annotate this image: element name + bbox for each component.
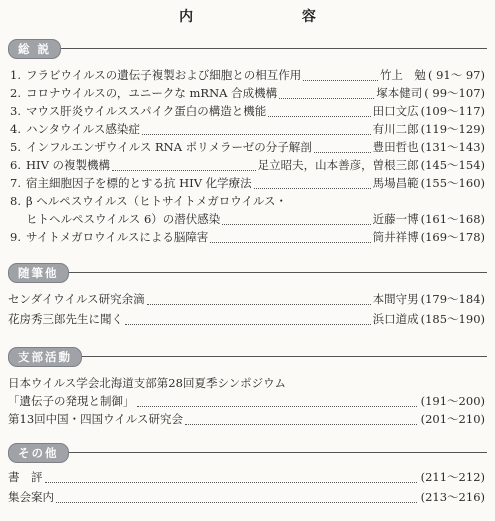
toc-entry[interactable] bbox=[8, 489, 485, 506]
entry-pages: (213〜216) bbox=[420, 490, 485, 504]
entry-pages: (145〜154) bbox=[420, 158, 485, 172]
entry-pages: (169〜178) bbox=[420, 230, 485, 244]
entry-pages: (179〜184) bbox=[420, 292, 485, 306]
entry-title: 「遺伝子の発現と制御」 bbox=[8, 394, 135, 408]
leader-dots bbox=[112, 161, 256, 171]
toc-entry[interactable] bbox=[10, 229, 485, 246]
entry-title: センダイウイルス研究余滴 bbox=[8, 292, 145, 306]
entry-number: 1. bbox=[10, 68, 21, 82]
entry-pages: (155〜160) bbox=[420, 176, 485, 190]
toc-entry[interactable] bbox=[10, 121, 485, 138]
entry-number: 2. bbox=[10, 86, 21, 100]
entry-author: 塚本健司 bbox=[376, 86, 423, 100]
entry-pages: ( 91〜 97) bbox=[427, 68, 485, 82]
entry-number: 5. bbox=[10, 140, 21, 154]
entry-author: 竹上 勉 bbox=[379, 68, 426, 82]
toc-entry[interactable] bbox=[10, 103, 485, 120]
entry-pages: (131〜143) bbox=[420, 140, 485, 154]
entry-author: 近藤一博 bbox=[372, 212, 419, 226]
entry-number: 7. bbox=[10, 176, 21, 190]
leader-dots bbox=[222, 215, 370, 225]
leader-dots bbox=[303, 71, 378, 81]
entry-author: 本間守男 bbox=[372, 292, 419, 306]
toc-entry[interactable] bbox=[10, 67, 485, 84]
page-title: 内 容 bbox=[179, 9, 368, 25]
leader-dots bbox=[210, 233, 370, 243]
entry-title: フラビウイルスの遺伝子複製および細胞との相互作用 bbox=[26, 68, 302, 82]
entry-title: マウス肝炎ウイルススパイク蛋白の構造と機能 bbox=[26, 104, 267, 118]
entry-author: 筒井祥博 bbox=[372, 230, 419, 244]
toc-entry[interactable] bbox=[8, 393, 485, 410]
leader-dots bbox=[279, 89, 374, 99]
entry-title: HIV の複製機構 bbox=[26, 158, 111, 172]
toc-entry[interactable] bbox=[8, 311, 485, 328]
entry-title: 集会案内 bbox=[8, 490, 54, 504]
toc-entry[interactable] bbox=[10, 85, 485, 102]
entry-number: 4. bbox=[10, 122, 21, 136]
entry-title: インフルエンザウイルス RNA ポリメラーゼの分子解剖 bbox=[26, 140, 312, 154]
section-rule bbox=[8, 452, 487, 453]
entry-title: 花房秀三郎先生に聞く bbox=[8, 312, 123, 326]
section-header-review bbox=[8, 39, 487, 59]
entry-pages: (191〜200) bbox=[420, 394, 485, 408]
leader-dots bbox=[314, 143, 371, 153]
entry-title: サイトメガロウイルスによる脳障害 bbox=[26, 230, 209, 244]
entry-pages: (211〜212) bbox=[420, 470, 485, 484]
section-badge: その他 bbox=[8, 443, 69, 463]
toc-entry[interactable] bbox=[8, 291, 485, 308]
leader-dots bbox=[56, 493, 417, 503]
entry-pages: (161〜168) bbox=[420, 212, 485, 226]
entry-title: 書 評 bbox=[8, 470, 43, 484]
section-badge: 総 説 bbox=[8, 39, 61, 59]
leader-dots bbox=[147, 295, 371, 305]
toc-entry[interactable] bbox=[8, 469, 485, 486]
entry-title: ハンタウイルス感染症 bbox=[26, 122, 140, 136]
toc-entry[interactable] bbox=[10, 157, 485, 174]
entry-author: 浜口道成 bbox=[372, 312, 419, 326]
entry-title: β ヘルペスウイルス（ヒトサイトメガロウイルス・ bbox=[26, 194, 288, 208]
leader-dots bbox=[45, 473, 417, 483]
leader-dots bbox=[137, 397, 417, 407]
entry-pages: (119〜129) bbox=[420, 122, 485, 136]
entry-title: コロナウイルスの，ユニークな mRNA 合成機構 bbox=[26, 86, 278, 100]
entry-number: 6. bbox=[10, 158, 21, 172]
entry-pages: (185〜190) bbox=[420, 312, 485, 326]
section-badge: 支部活動 bbox=[8, 347, 82, 367]
toc-entry[interactable] bbox=[10, 193, 485, 210]
entry-pages: ( 99〜107) bbox=[424, 86, 485, 100]
entry-author: 足立昭夫，山本善彦，曽根三郎 bbox=[257, 158, 419, 172]
entry-author: 田口文広 bbox=[372, 104, 419, 118]
branch-event-title: 日本ウイルス学会北海道支部第28回夏季シンポジウム bbox=[8, 376, 287, 390]
entry-author: 有川二郎 bbox=[372, 122, 419, 136]
leader-dots bbox=[142, 125, 371, 135]
entry-title: 第13回中国・四国ウイルス研究会 bbox=[8, 412, 183, 426]
section-header-branch bbox=[8, 347, 487, 367]
entry-title: ヒトヘルペスウイルス 6）の潜伏感染 bbox=[26, 212, 221, 226]
leader-dots bbox=[125, 315, 371, 325]
section-badge: 随筆他 bbox=[8, 263, 69, 283]
toc-entry[interactable] bbox=[8, 411, 485, 428]
leader-dots bbox=[185, 415, 417, 425]
toc-entry[interactable] bbox=[10, 139, 485, 156]
entry-number: 3. bbox=[10, 104, 21, 118]
section-rule bbox=[8, 48, 487, 49]
entry-number: 9. bbox=[10, 230, 21, 244]
entry-title: 宿主細胞因子を標的とする抗 HIV 化学療法 bbox=[26, 176, 252, 190]
section-header-essays bbox=[8, 263, 487, 283]
toc-entry[interactable] bbox=[10, 175, 485, 192]
section-header-other bbox=[8, 443, 487, 463]
leader-dots bbox=[254, 179, 371, 189]
toc-entry-continued[interactable] bbox=[10, 211, 485, 228]
entry-pages: (109〜117) bbox=[420, 104, 485, 118]
entry-number: 8. bbox=[10, 194, 21, 208]
entry-pages: (201〜210) bbox=[420, 412, 485, 426]
entry-author: 豊田哲也 bbox=[372, 140, 419, 154]
leader-dots bbox=[268, 107, 370, 117]
section-rule bbox=[8, 272, 487, 273]
entry-author: 馬場昌範 bbox=[372, 176, 419, 190]
